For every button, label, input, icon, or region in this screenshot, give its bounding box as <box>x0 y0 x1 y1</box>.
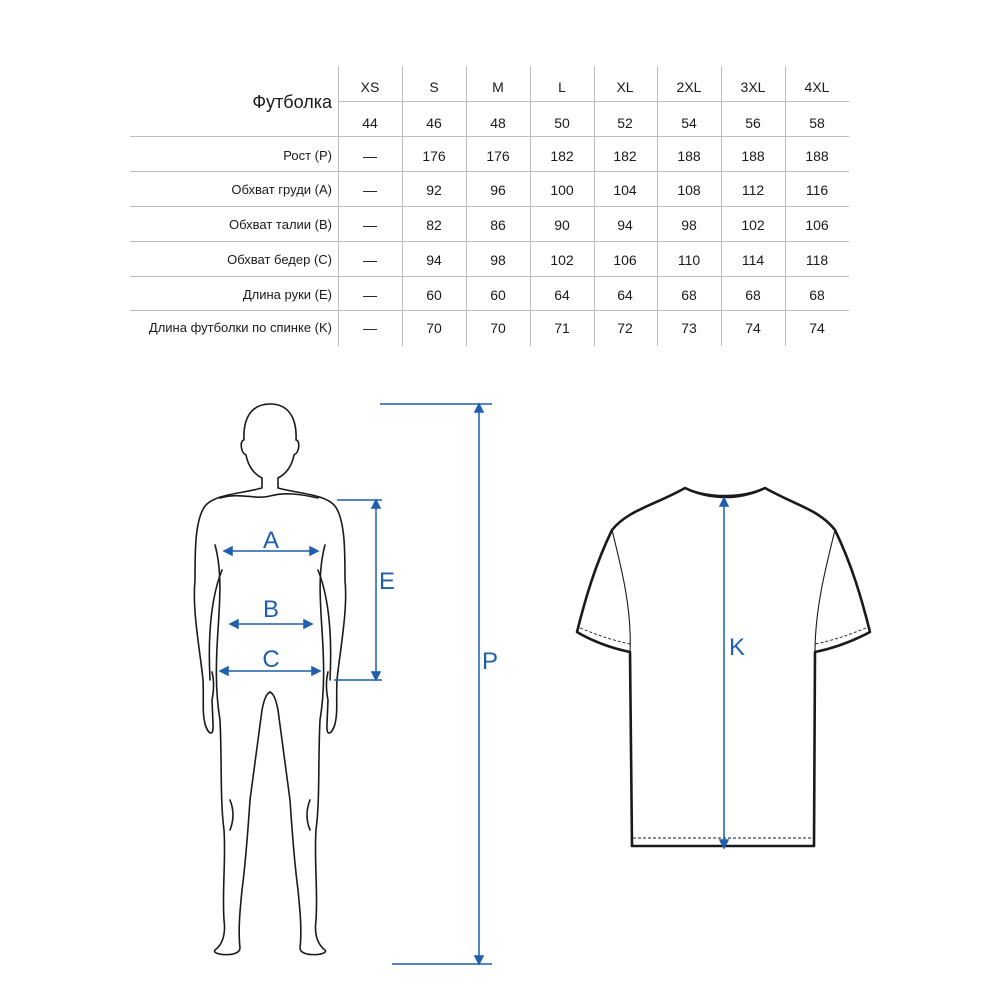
ru-size-header: 56 <box>745 115 761 131</box>
table-cell: — <box>363 287 377 303</box>
table-cell: — <box>363 182 377 198</box>
row-label: Длина футболки по спинке (K) <box>148 320 332 335</box>
table-cell: — <box>363 217 377 233</box>
table-cell: 71 <box>554 320 570 336</box>
table-cell: 94 <box>426 252 442 268</box>
table-cell: 176 <box>422 148 446 164</box>
measure-labels <box>262 527 745 675</box>
label-waist: B <box>262 596 280 623</box>
table-cell: 60 <box>426 287 442 303</box>
size-header: S <box>429 79 439 95</box>
label-hips: C <box>262 646 280 673</box>
label-height: P <box>481 648 499 675</box>
table-cell: 188 <box>741 148 765 164</box>
row-label: Обхват груди (A) <box>231 182 332 197</box>
table-cell: 106 <box>613 252 637 268</box>
table-cell: — <box>363 148 377 164</box>
label-arm: E <box>378 568 396 595</box>
table-cell: 176 <box>486 148 510 164</box>
table-cell: 98 <box>490 252 506 268</box>
table-cell: 94 <box>617 217 633 233</box>
ru-size-header: 46 <box>426 115 442 131</box>
row-label: Обхват талии (B) <box>229 217 332 232</box>
person-figure <box>194 404 345 955</box>
ru-size-header: 52 <box>617 115 633 131</box>
table-cell: 72 <box>617 320 633 336</box>
table-cell: 98 <box>681 217 697 233</box>
arrowhead <box>224 547 232 555</box>
table-cell: 68 <box>809 287 825 303</box>
table-cell: 64 <box>617 287 633 303</box>
table-cell: 182 <box>550 148 574 164</box>
ru-size-header: 50 <box>554 115 570 131</box>
table-cell: — <box>363 320 377 336</box>
table-cell: 82 <box>426 217 442 233</box>
table-cell: 112 <box>741 182 765 198</box>
table-cell: 64 <box>554 287 570 303</box>
size-header: M <box>492 79 504 95</box>
table-cell: 86 <box>490 217 506 233</box>
size-header: 3XL <box>740 79 766 95</box>
ru-size-header: 44 <box>362 115 378 131</box>
row-label: Длина руки (E) <box>242 287 332 302</box>
table-cell: 182 <box>613 148 637 164</box>
table-cell: 188 <box>805 148 829 164</box>
size-header: 2XL <box>676 79 702 95</box>
table-cell: 70 <box>490 320 506 336</box>
ru-size-header: 58 <box>809 115 825 131</box>
size-header: XS <box>360 79 380 95</box>
size-header: XL <box>616 79 634 95</box>
row-label: Рост (P) <box>283 148 332 163</box>
table-cell: 114 <box>741 252 765 268</box>
ru-size-header: 48 <box>490 115 506 131</box>
size-header: L <box>558 79 566 95</box>
table-cell: 70 <box>426 320 442 336</box>
table-cell: 92 <box>426 182 442 198</box>
table-cell: 116 <box>805 182 829 198</box>
table-cell: 74 <box>809 320 825 336</box>
ru-size-header: 54 <box>681 115 697 131</box>
table-cell: 106 <box>805 217 829 233</box>
table-cell: 108 <box>677 182 701 198</box>
table-cell: 68 <box>681 287 697 303</box>
table-cell: 73 <box>681 320 697 336</box>
table-cell: 188 <box>677 148 701 164</box>
size-header: 4XL <box>804 79 830 95</box>
table-cell: 118 <box>805 252 829 268</box>
table-cell: 104 <box>613 182 637 198</box>
table-cell: 110 <box>677 252 701 268</box>
table-cell: 102 <box>741 217 765 233</box>
table-cell: 96 <box>490 182 506 198</box>
table-cell: 90 <box>554 217 570 233</box>
table-cell: 60 <box>490 287 506 303</box>
table-cell: 102 <box>550 252 574 268</box>
row-label: Обхват бедер (C) <box>227 252 332 267</box>
table-cell: 100 <box>550 182 574 198</box>
table-cell: 68 <box>745 287 761 303</box>
table-cell: 74 <box>745 320 761 336</box>
table-cell: — <box>363 252 377 268</box>
label-chest: A <box>262 527 280 554</box>
table-title: Футболка <box>252 92 332 112</box>
label-length: K <box>728 634 746 661</box>
